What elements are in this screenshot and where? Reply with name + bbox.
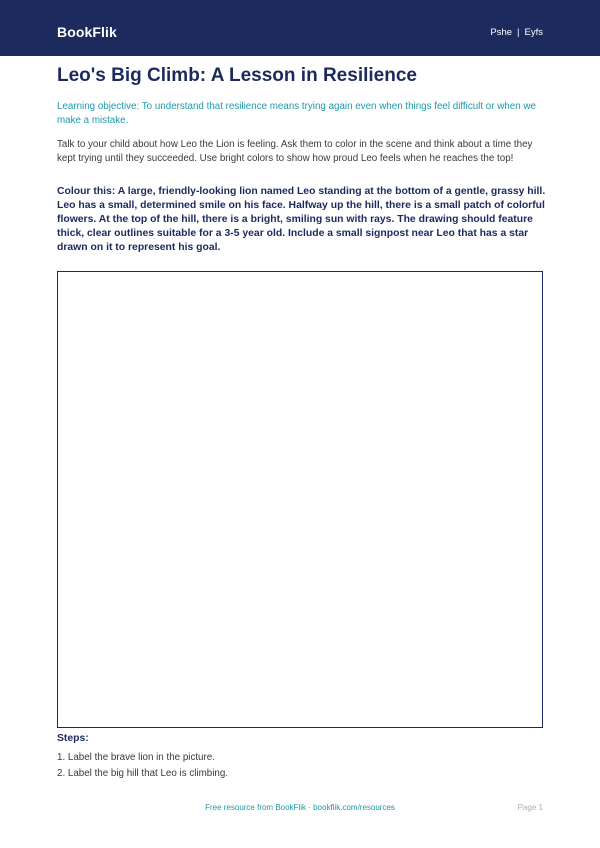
subject-tags bbox=[490, 26, 543, 40]
parent-instructions: Talk to your child about how Leo the Lion is feeling. Ask them to color in the scene and think about a time they kept trying until they succeeded. Use bright colors to show how proud Leo feels when he reaches the top! bbox=[57, 139, 533, 164]
steps-list bbox=[57, 750, 547, 782]
level-tag: Eyfs bbox=[524, 27, 543, 38]
subject-tag: Pshe bbox=[490, 27, 513, 38]
colouring-prompt: Colour this: A large, friendly-looking lion named Leo standing at the bottom of a gentle, grassy hill. Leo has a small, determined smile on his face. Halfway up the hill, there is a small patch of colorful flowers. At the top of the hill, there is a bright, smiling sun with rays. The drawing should feature thick, clear outlines suitable for a 3-5 year old. Include a small signpost near Leo that has a star drawn on it to represent his goal. bbox=[57, 186, 546, 253]
step-item: 1. Label the brave lion in the picture. bbox=[57, 752, 215, 763]
worksheet-title: Leo's Big Climb: A Lesson in Resilience bbox=[57, 65, 417, 86]
brand-logo[interactable]: BookFlik bbox=[57, 24, 117, 40]
page-header bbox=[0, 0, 600, 56]
learning-objective: Learning objective: To understand that resilience means trying again even when things feel difficult or when we make a mistake. bbox=[57, 101, 536, 126]
tag-separator: | bbox=[517, 27, 520, 38]
footer-source-link[interactable]: Free resource from BookFlik · bookflik.com/resources bbox=[205, 803, 395, 812]
step-item: 2. Label the big hill that Leo is climbing. bbox=[57, 768, 229, 779]
drawing-area[interactable] bbox=[57, 271, 543, 728]
steps-heading: Steps: bbox=[57, 733, 89, 744]
page-number: Page 1 bbox=[517, 803, 543, 812]
